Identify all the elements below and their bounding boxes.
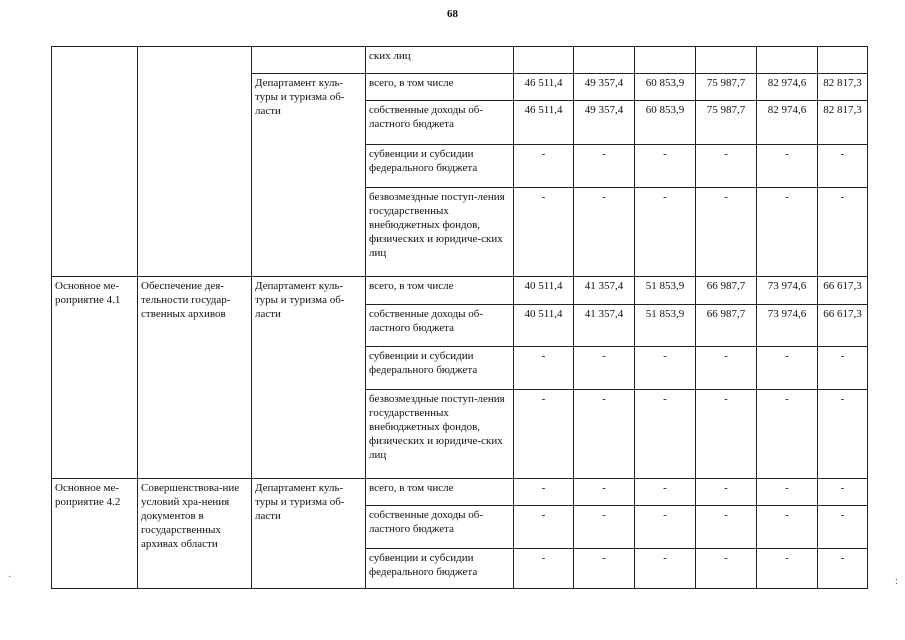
value-cell: 66 617,3 bbox=[818, 305, 868, 347]
value-cell: 75 987,7 bbox=[696, 101, 757, 145]
value-cell bbox=[635, 47, 696, 74]
value-cell: - bbox=[514, 188, 574, 277]
value-cell bbox=[574, 47, 635, 74]
value-cell: - bbox=[514, 390, 574, 479]
funding-source-cell: собственные доходы об-ластного бюджета bbox=[366, 305, 514, 347]
measure-title-cell bbox=[138, 47, 252, 277]
value-cell: 51 853,9 bbox=[635, 277, 696, 305]
value-cell bbox=[514, 47, 574, 74]
measure-cell: Основное ме-роприятие 4.1 bbox=[52, 277, 138, 479]
value-cell: - bbox=[635, 145, 696, 188]
value-cell: - bbox=[757, 549, 818, 589]
value-cell: - bbox=[635, 390, 696, 479]
value-cell: - bbox=[574, 188, 635, 277]
value-cell: - bbox=[818, 145, 868, 188]
value-cell: - bbox=[635, 479, 696, 506]
table-row bbox=[52, 277, 868, 305]
value-cell: - bbox=[696, 390, 757, 479]
value-cell: - bbox=[696, 145, 757, 188]
value-cell: - bbox=[635, 506, 696, 549]
value-cell: - bbox=[635, 347, 696, 390]
value-cell: - bbox=[574, 390, 635, 479]
value-cell: 49 357,4 bbox=[574, 101, 635, 145]
value-cell: - bbox=[574, 506, 635, 549]
value-cell: - bbox=[514, 145, 574, 188]
value-cell: - bbox=[757, 479, 818, 506]
value-cell: - bbox=[574, 479, 635, 506]
executor-cell bbox=[252, 47, 366, 74]
value-cell: - bbox=[574, 549, 635, 589]
value-cell: 73 974,6 bbox=[757, 277, 818, 305]
funding-source-cell: всего, в том числе bbox=[366, 277, 514, 305]
value-cell: - bbox=[757, 145, 818, 188]
value-cell: 73 974,6 bbox=[757, 305, 818, 347]
value-cell: 60 853,9 bbox=[635, 101, 696, 145]
scan-artifact-mark: · bbox=[8, 572, 12, 583]
value-cell: 41 357,4 bbox=[574, 277, 635, 305]
value-cell: - bbox=[696, 479, 757, 506]
value-cell: 46 511,4 bbox=[514, 74, 574, 101]
funding-source-cell: собственные доходы об-ластного бюджета bbox=[366, 506, 514, 549]
value-cell: - bbox=[818, 479, 868, 506]
funding-source-cell: субвенции и субсидии федерального бюджета bbox=[366, 347, 514, 390]
measure-title-cell: Совершенствова-ние условий хра-нения документов в государственных архивах области bbox=[138, 479, 252, 589]
table-row bbox=[52, 47, 868, 74]
value-cell: - bbox=[696, 188, 757, 277]
value-cell: 51 853,9 bbox=[635, 305, 696, 347]
value-cell: 46 511,4 bbox=[514, 101, 574, 145]
funding-source-cell: всего, в том числе bbox=[366, 74, 514, 101]
value-cell: - bbox=[696, 347, 757, 390]
value-cell: - bbox=[757, 390, 818, 479]
value-cell: - bbox=[757, 506, 818, 549]
value-cell: 66 617,3 bbox=[818, 277, 868, 305]
funding-source-cell: ских лиц bbox=[366, 47, 514, 74]
funding-source-cell: безвозмездные поступ-ления государственных внебюджетных фондов, физических и юридиче-ских лиц bbox=[366, 390, 514, 479]
value-cell: - bbox=[514, 347, 574, 390]
value-cell: 82 817,3 bbox=[818, 74, 868, 101]
funding-source-cell: собственные доходы об-ластного бюджета bbox=[366, 101, 514, 145]
value-cell: 82 974,6 bbox=[757, 101, 818, 145]
value-cell: - bbox=[574, 347, 635, 390]
value-cell: - bbox=[514, 479, 574, 506]
value-cell bbox=[696, 47, 757, 74]
value-cell: 82 974,6 bbox=[757, 74, 818, 101]
value-cell: - bbox=[635, 188, 696, 277]
value-cell: - bbox=[818, 347, 868, 390]
value-cell: 75 987,7 bbox=[696, 74, 757, 101]
value-cell bbox=[757, 47, 818, 74]
value-cell: 66 987,7 bbox=[696, 277, 757, 305]
value-cell: - bbox=[757, 188, 818, 277]
value-cell: 41 357,4 bbox=[574, 305, 635, 347]
value-cell: - bbox=[574, 145, 635, 188]
value-cell: 66 987,7 bbox=[696, 305, 757, 347]
executor-cell: Департамент куль-туры и туризма об-ласти bbox=[252, 74, 366, 277]
value-cell: - bbox=[514, 549, 574, 589]
executor-cell: Департамент куль-туры и туризма об-ласти bbox=[252, 277, 366, 479]
budget-table bbox=[51, 46, 868, 589]
value-cell: - bbox=[757, 347, 818, 390]
value-cell: - bbox=[818, 549, 868, 589]
value-cell: - bbox=[818, 390, 868, 479]
value-cell bbox=[818, 47, 868, 74]
scan-artifact-mark: : bbox=[895, 576, 898, 587]
value-cell: 60 853,9 bbox=[635, 74, 696, 101]
measure-cell: Основное ме-роприятие 4.2 bbox=[52, 479, 138, 589]
value-cell: - bbox=[696, 549, 757, 589]
table-row bbox=[52, 479, 868, 506]
funding-source-cell: субвенции и субсидии федерального бюджета bbox=[366, 145, 514, 188]
page-number: 68 bbox=[447, 8, 458, 20]
value-cell: - bbox=[514, 506, 574, 549]
measure-cell bbox=[52, 47, 138, 277]
value-cell: - bbox=[696, 506, 757, 549]
funding-source-cell: субвенции и субсидии федерального бюджета bbox=[366, 549, 514, 589]
value-cell: 49 357,4 bbox=[574, 74, 635, 101]
value-cell: 40 511,4 bbox=[514, 277, 574, 305]
funding-source-cell: всего, в том числе bbox=[366, 479, 514, 506]
value-cell: 40 511,4 bbox=[514, 305, 574, 347]
value-cell: 82 817,3 bbox=[818, 101, 868, 145]
value-cell: - bbox=[635, 549, 696, 589]
value-cell: - bbox=[818, 188, 868, 277]
funding-source-cell: безвозмездные поступ-ления государственных внебюджетных фондов, физических и юридиче-ских лиц bbox=[366, 188, 514, 277]
value-cell: - bbox=[818, 506, 868, 549]
measure-title-cell: Обеспечение дея-тельности государ-ственных архивов bbox=[138, 277, 252, 479]
executor-cell: Департамент куль-туры и туризма об-ласти bbox=[252, 479, 366, 589]
